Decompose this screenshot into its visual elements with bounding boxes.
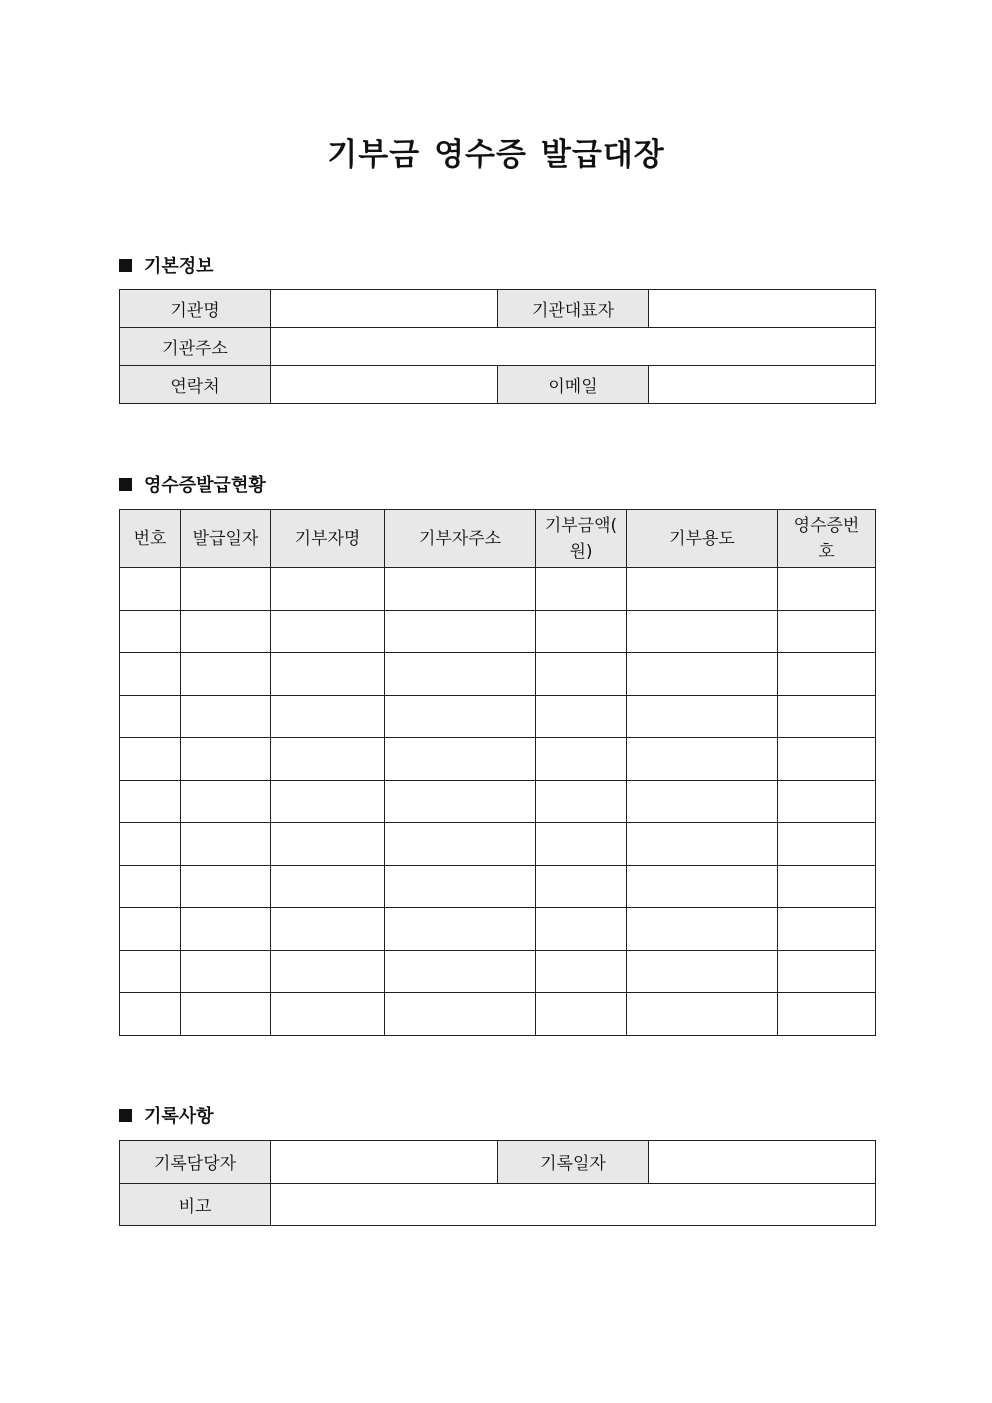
- recorder-field[interactable]: [271, 1141, 498, 1184]
- remarks-field[interactable]: [271, 1183, 876, 1226]
- table-cell[interactable]: [778, 950, 876, 993]
- table-cell[interactable]: [385, 993, 536, 1036]
- table-header-row: [120, 510, 876, 568]
- table-cell[interactable]: [120, 568, 181, 611]
- table-cell[interactable]: [120, 908, 181, 951]
- basic-info-heading: [119, 253, 214, 277]
- title-word: 발급대장: [540, 137, 665, 173]
- table-cell[interactable]: [536, 653, 627, 696]
- table-row: [120, 823, 876, 866]
- table-cell[interactable]: [271, 865, 385, 908]
- col-header-amount: [536, 510, 627, 568]
- table-row: [120, 610, 876, 653]
- table-cell[interactable]: [271, 610, 385, 653]
- table-row: [120, 780, 876, 823]
- page-title: [0, 133, 992, 177]
- org-address-field[interactable]: [271, 328, 876, 366]
- basic-info-table: [119, 289, 876, 404]
- square-bullet-icon: [119, 478, 132, 491]
- record-date-field[interactable]: [649, 1141, 876, 1184]
- square-bullet-icon: [119, 259, 132, 272]
- contact-label: 연락처: [120, 366, 271, 404]
- table-row: [120, 328, 876, 366]
- table-cell[interactable]: [778, 865, 876, 908]
- table-cell[interactable]: [271, 993, 385, 1036]
- issuance-heading: [119, 472, 266, 496]
- table-cell[interactable]: [385, 780, 536, 823]
- table-cell[interactable]: [627, 738, 778, 781]
- table-cell[interactable]: [271, 653, 385, 696]
- title-word: 기부금: [327, 137, 421, 173]
- table-cell[interactable]: [778, 908, 876, 951]
- recorder-label: 기록담당자: [120, 1141, 271, 1184]
- table-cell[interactable]: [181, 738, 271, 781]
- table-cell[interactable]: [627, 823, 778, 866]
- table-cell[interactable]: [120, 610, 181, 653]
- table-cell[interactable]: [120, 865, 181, 908]
- table-cell[interactable]: [385, 908, 536, 951]
- table-cell[interactable]: [181, 780, 271, 823]
- table-cell[interactable]: [536, 993, 627, 1036]
- table-cell[interactable]: [778, 568, 876, 611]
- table-row: [120, 366, 876, 404]
- table-cell[interactable]: [536, 610, 627, 653]
- table-cell[interactable]: [627, 610, 778, 653]
- table-cell[interactable]: [536, 780, 627, 823]
- org-rep-field[interactable]: [649, 290, 876, 328]
- table-cell[interactable]: [536, 823, 627, 866]
- table-cell[interactable]: [627, 695, 778, 738]
- table-cell[interactable]: [385, 610, 536, 653]
- table-cell[interactable]: [181, 695, 271, 738]
- table-row: [120, 695, 876, 738]
- header-line: 기부금액(: [544, 515, 618, 536]
- table-cell[interactable]: [627, 950, 778, 993]
- org-rep-label: 기관대표자: [498, 290, 649, 328]
- table-cell[interactable]: [271, 780, 385, 823]
- table-cell[interactable]: [385, 568, 536, 611]
- email-label: 이메일: [498, 366, 649, 404]
- table-cell[interactable]: [181, 908, 271, 951]
- table-row: [120, 568, 876, 611]
- table-cell[interactable]: [271, 950, 385, 993]
- record-heading: [119, 1103, 214, 1127]
- table-cell[interactable]: [271, 695, 385, 738]
- org-address-label: 기관주소: [120, 328, 271, 366]
- record-date-label: 기록일자: [498, 1141, 649, 1184]
- table-cell[interactable]: [627, 653, 778, 696]
- table-cell[interactable]: [536, 738, 627, 781]
- record-heading-text: 기록사항: [144, 1106, 214, 1127]
- table-row: [120, 993, 876, 1036]
- header-line: 호: [818, 541, 835, 562]
- table-cell[interactable]: [627, 993, 778, 1036]
- table-cell[interactable]: [778, 823, 876, 866]
- table-cell[interactable]: [181, 865, 271, 908]
- table-cell[interactable]: [627, 780, 778, 823]
- col-header-number: 번호: [120, 510, 181, 568]
- col-header-purpose: 기부용도: [627, 510, 778, 568]
- table-row: [120, 738, 876, 781]
- table-cell[interactable]: [181, 993, 271, 1036]
- table-row: [120, 1141, 876, 1184]
- table-row: [120, 950, 876, 993]
- table-cell[interactable]: [778, 610, 876, 653]
- table-cell[interactable]: [385, 738, 536, 781]
- table-cell[interactable]: [536, 865, 627, 908]
- table-cell[interactable]: [536, 908, 627, 951]
- table-cell[interactable]: [778, 738, 876, 781]
- table-cell[interactable]: [181, 568, 271, 611]
- table-cell[interactable]: [120, 653, 181, 696]
- org-name-label: 기관명: [120, 290, 271, 328]
- table-cell[interactable]: [778, 780, 876, 823]
- table-cell[interactable]: [271, 568, 385, 611]
- table-cell[interactable]: [271, 908, 385, 951]
- table-cell[interactable]: [120, 993, 181, 1036]
- table-cell[interactable]: [778, 993, 876, 1036]
- col-header-receipt-number: [778, 510, 876, 568]
- contact-field[interactable]: [271, 366, 498, 404]
- table-cell[interactable]: [181, 653, 271, 696]
- table-cell[interactable]: [536, 950, 627, 993]
- table-cell[interactable]: [120, 950, 181, 993]
- col-header-issue-date: 발급일자: [181, 510, 271, 568]
- header-line: 영수증번: [793, 515, 860, 536]
- table-cell[interactable]: [120, 738, 181, 781]
- table-row: [120, 865, 876, 908]
- table-cell[interactable]: [778, 695, 876, 738]
- table-cell[interactable]: [385, 823, 536, 866]
- table-cell[interactable]: [271, 738, 385, 781]
- table-cell[interactable]: [385, 653, 536, 696]
- table-cell[interactable]: [627, 865, 778, 908]
- table-cell[interactable]: [120, 780, 181, 823]
- issuance-table-body: [120, 568, 876, 1036]
- table-cell[interactable]: [181, 610, 271, 653]
- table-cell[interactable]: [385, 695, 536, 738]
- table-cell[interactable]: [120, 695, 181, 738]
- table-cell[interactable]: [627, 568, 778, 611]
- header-line: 원): [569, 541, 593, 562]
- col-header-donor-name: 기부자명: [271, 510, 385, 568]
- table-row: [120, 290, 876, 328]
- title-word: 영수증: [434, 137, 527, 173]
- table-cell[interactable]: [778, 653, 876, 696]
- basic-info-heading-text: 기본정보: [144, 256, 214, 277]
- issuance-table: [119, 509, 876, 1036]
- table-cell[interactable]: [627, 908, 778, 951]
- table-cell[interactable]: [181, 950, 271, 993]
- remarks-label: 비고: [120, 1183, 271, 1226]
- table-cell[interactable]: [536, 695, 627, 738]
- table-cell[interactable]: [181, 823, 271, 866]
- record-table: [119, 1140, 876, 1226]
- table-cell[interactable]: [271, 823, 385, 866]
- col-header-donor-address: 기부자주소: [385, 510, 536, 568]
- table-cell[interactable]: [385, 950, 536, 993]
- square-bullet-icon: [119, 1109, 132, 1122]
- table-cell[interactable]: [120, 823, 181, 866]
- table-cell[interactable]: [536, 568, 627, 611]
- table-row: [120, 908, 876, 951]
- issuance-heading-text: 영수증발급현황: [144, 475, 266, 496]
- table-cell[interactable]: [385, 865, 536, 908]
- org-name-field[interactable]: [271, 290, 498, 328]
- table-row: [120, 1183, 876, 1226]
- email-field[interactable]: [649, 366, 876, 404]
- table-row: [120, 653, 876, 696]
